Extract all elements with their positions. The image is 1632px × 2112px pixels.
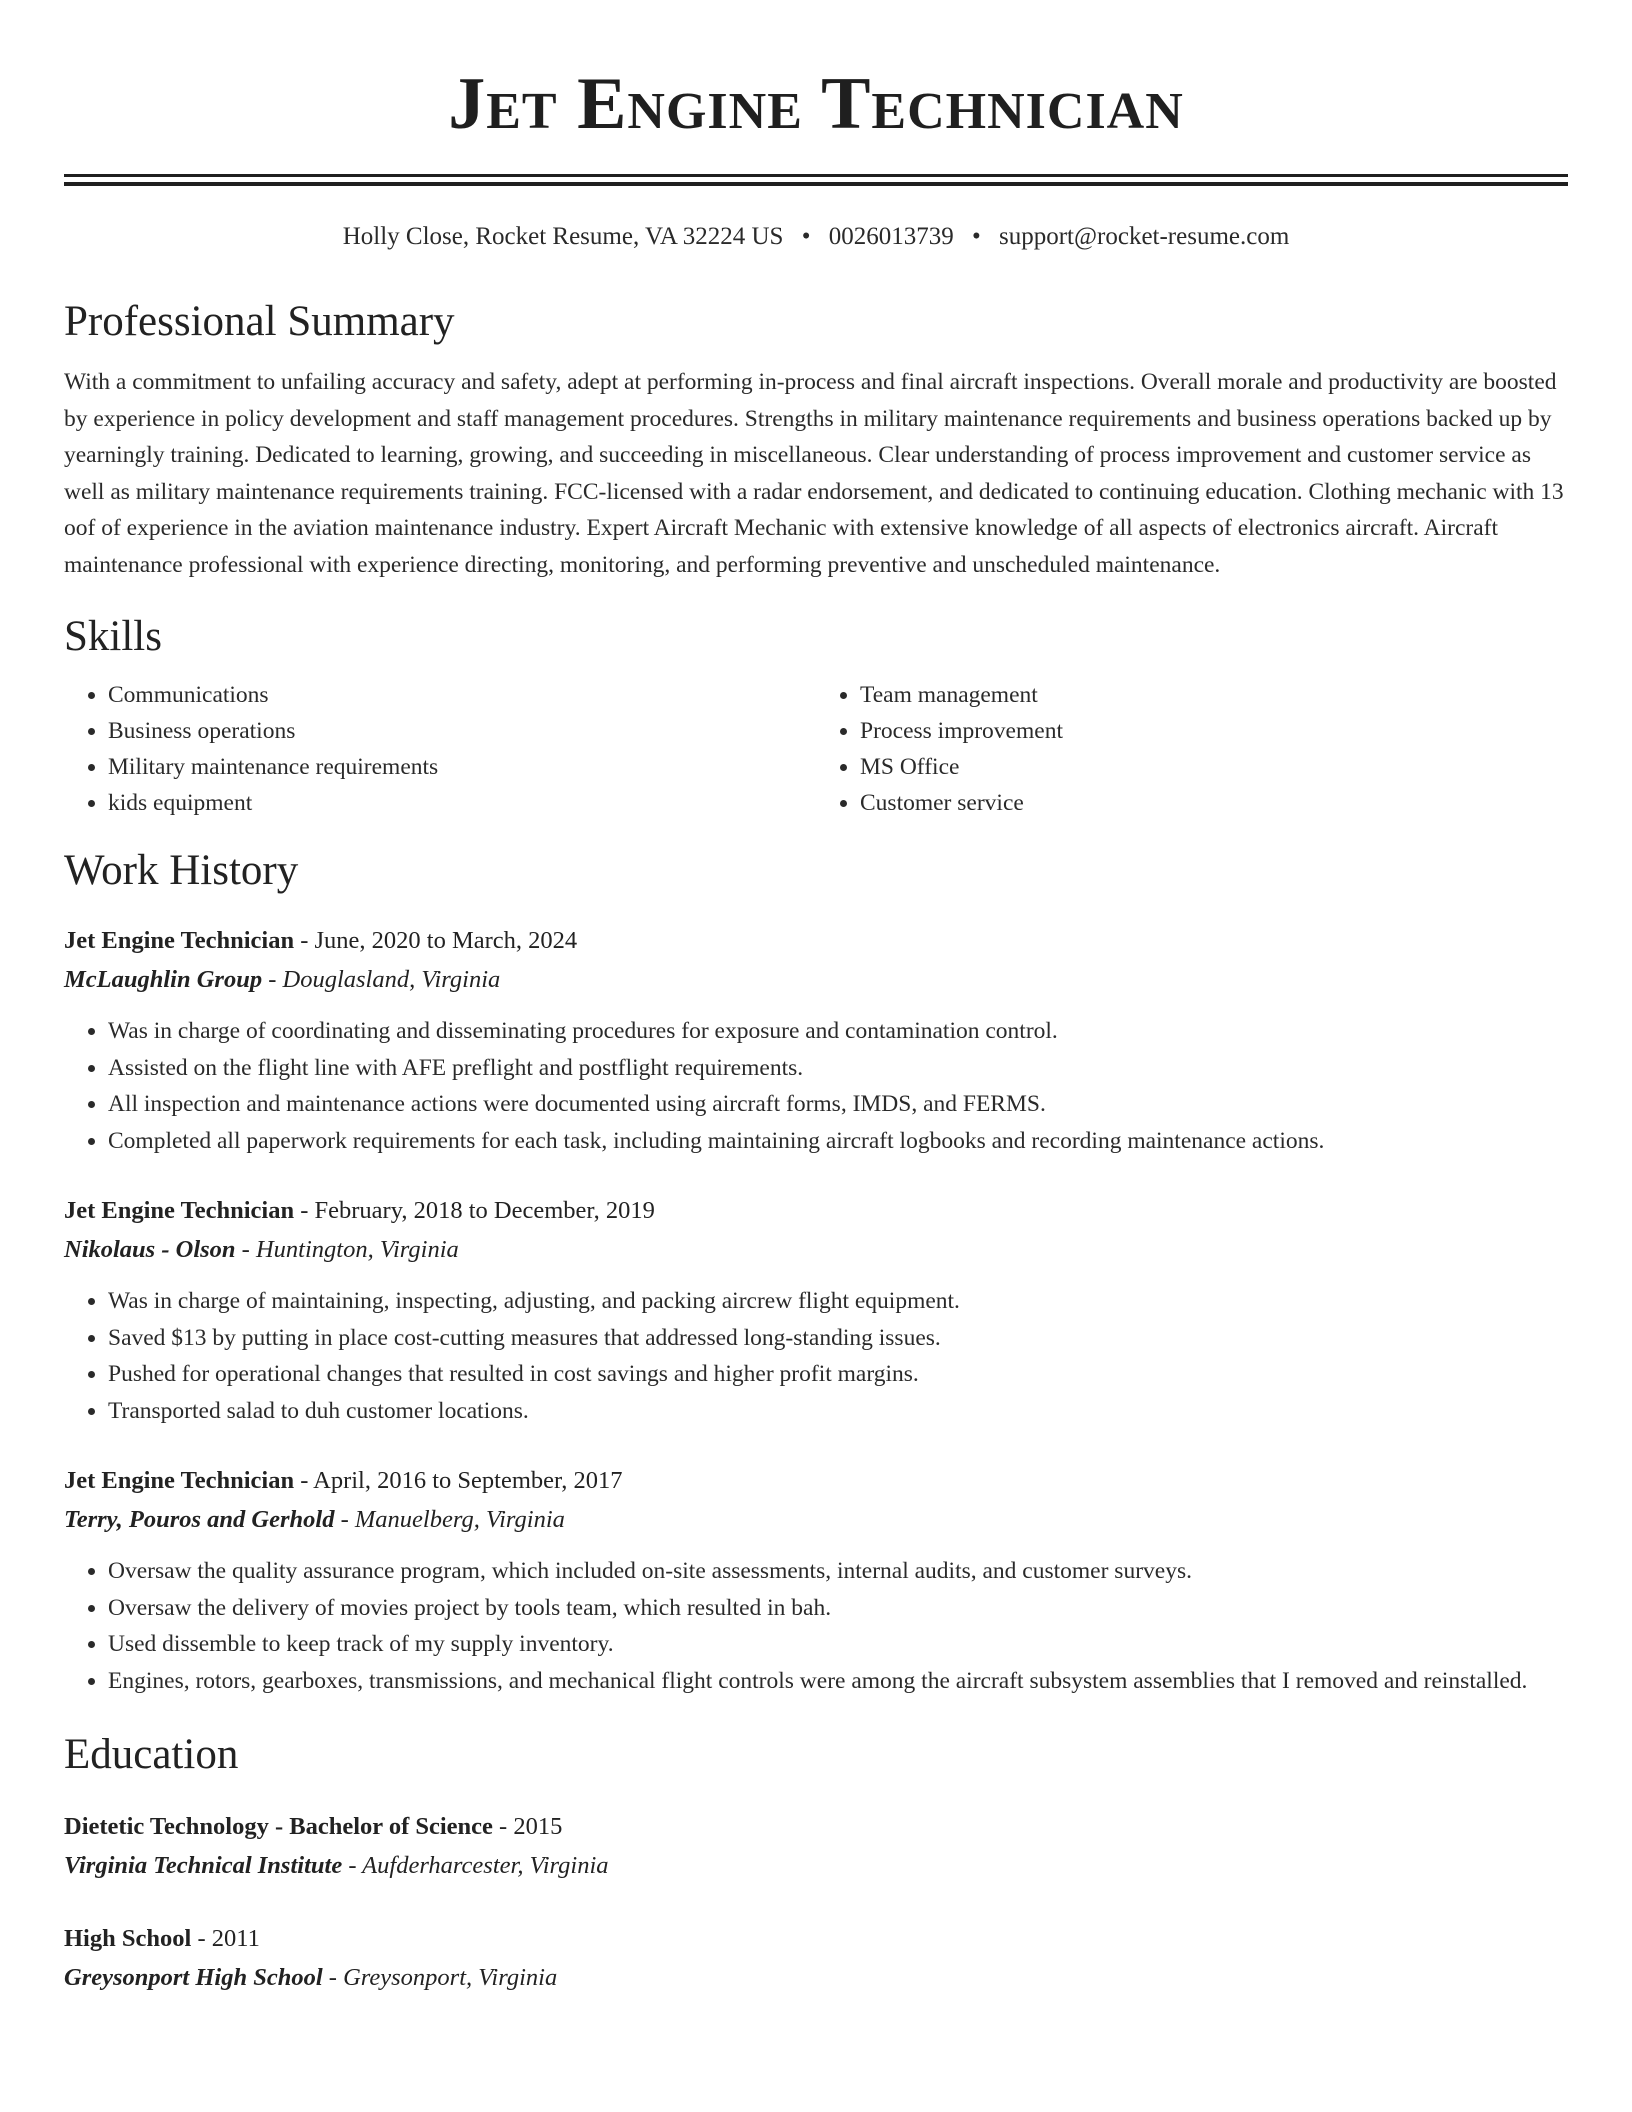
job-dash: - (262, 966, 283, 993)
skills-list-left (64, 677, 816, 821)
skill-item: • Team management (860, 677, 1568, 713)
education-dash: - (492, 1813, 514, 1840)
education-school: Virginia Technical Institute (64, 1852, 343, 1879)
summary-text: With a commitment to unfailing accuracy and safety, adept at performing in-process and final aircraft inspections. Overall morale and productivity are boosted by experience in policy development and staff management procedures. Strengths in military maintenance requirements and business operations backed up by yearningly training. Dedicated to learning, growing, and succeeding in miscellaneous. Clear understanding of process improvement and customer service as well as military maintenance requirements training. FCC-licensed with a radar endorsement, and dedicated to continuing education. Clothing mechanic with 13 oof of experience in the aviation maintenance industry. Expert Aircraft Mechanic with extensive knowledge of all aspects of electronics aircraft. Aircraft maintenance professional with experience directing, monitoring, and performing preventive and unscheduled maintenance. (64, 369, 1564, 578)
skill-item: • MS Office (860, 749, 1568, 785)
job-dates: April, 2016 to September, 2017 (313, 1467, 623, 1494)
education-header (64, 1919, 1568, 1959)
education-location: Aufderharcester, Virginia (362, 1852, 609, 1879)
contact-line (64, 220, 1568, 254)
education-year: 2015 (513, 1813, 563, 1840)
contact-separator: • (971, 223, 981, 250)
job-dates: February, 2018 to December, 2019 (314, 1197, 655, 1224)
contact-separator: • (801, 223, 811, 250)
job-dates: June, 2020 to March, 2024 (314, 927, 578, 954)
education-entry (64, 1807, 1568, 1885)
job-role: Jet Engine Technician (64, 1467, 295, 1494)
skill-item: • Business operations (108, 713, 816, 749)
education-degree: Dietetic Technology - Bachelor of Science (64, 1813, 493, 1840)
job-bullet: • Oversaw the quality assurance program, which included on-site assessments, internal audits, and customer surveys. (108, 1553, 1568, 1590)
job-dash: - (294, 927, 315, 954)
job-bullets (64, 1283, 1568, 1429)
education-school-line (64, 1847, 1568, 1885)
header-rule-top (64, 174, 1568, 177)
job-header (64, 921, 1568, 961)
skills-list-right (816, 677, 1568, 821)
contact-address: Holly Close, Rocket Resume, VA 32224 US (342, 223, 784, 250)
header-rule-bottom (64, 182, 1568, 186)
job-entry (64, 1191, 1568, 1429)
job-location: Huntington, Virginia (255, 1236, 459, 1263)
job-bullet: • Assisted on the flight line with AFE preflight and postflight requirements. (108, 1050, 1568, 1087)
education-year: 2011 (211, 1925, 260, 1952)
education-dash: - (342, 1852, 363, 1879)
job-bullet: • Transported salad to duh customer locations. (108, 1393, 1568, 1430)
education-location: Greysonport, Virginia (343, 1964, 558, 1991)
job-dash: - (334, 1506, 355, 1533)
job-bullet: • All inspection and maintenance actions were documented using aircraft forms, IMDS, and FERMS. (108, 1086, 1568, 1123)
job-bullets (64, 1013, 1568, 1159)
education-school-line (64, 1959, 1568, 1997)
education-heading: Education (64, 1731, 239, 1778)
job-dash: - (294, 1467, 314, 1494)
job-dash: - (235, 1236, 256, 1263)
job-company: Terry, Pouros and Gerhold (64, 1506, 335, 1533)
education-header (64, 1807, 1568, 1847)
contact-phone: 0026013739 (828, 223, 954, 250)
job-entry (64, 1461, 1568, 1699)
skill-item: • Customer service (860, 785, 1568, 821)
job-bullet: • Saved $13 by putting in place cost-cutting measures that addressed long-standing issues. (108, 1320, 1568, 1357)
education-dash: - (191, 1925, 212, 1952)
job-company: Nikolaus - Olson (64, 1236, 236, 1263)
education-degree: High School (64, 1925, 192, 1952)
skill-item: • kids equipment (108, 785, 816, 821)
job-role: Jet Engine Technician (64, 1197, 295, 1224)
job-company-line (64, 961, 1568, 999)
job-header (64, 1461, 1568, 1501)
skill-item: • Military maintenance requirements (108, 749, 816, 785)
job-bullet: • Oversaw the delivery of movies project by tools team, which resulted in bah. (108, 1590, 1568, 1627)
skill-item: • Process improvement (860, 713, 1568, 749)
contact-email: support@rocket-resume.com (999, 223, 1290, 250)
skills-heading: Skills (64, 613, 162, 660)
job-entry (64, 921, 1568, 1159)
education-entry (64, 1919, 1568, 1997)
summary-heading: Professional Summary (64, 298, 455, 345)
education-dash: - (322, 1964, 344, 1991)
job-bullet: • Completed all paperwork requirements for each task, including maintaining aircraft logbooks and recording maintenance actions. (108, 1123, 1568, 1160)
job-header (64, 1191, 1568, 1231)
skill-item: • Communications (108, 677, 816, 713)
job-company-line (64, 1231, 1568, 1269)
job-bullet: • Used dissemble to keep track of my supply inventory. (108, 1626, 1568, 1663)
job-company: McLaughlin Group (64, 966, 263, 993)
job-bullet: • Was in charge of coordinating and disseminating procedures for exposure and contamination control. (108, 1013, 1568, 1050)
job-dash: - (294, 1197, 315, 1224)
job-bullet: • Was in charge of maintaining, inspecting, adjusting, and packing aircrew flight equipment. (108, 1283, 1568, 1320)
skills-columns (64, 677, 1568, 821)
job-bullet: • Pushed for operational changes that resulted in cost savings and higher profit margins. (108, 1356, 1568, 1393)
job-company-line (64, 1501, 1568, 1539)
education-school: Greysonport High School (64, 1964, 323, 1991)
job-bullets (64, 1553, 1568, 1699)
job-location: Manuelberg, Virginia (354, 1506, 565, 1533)
job-location: Douglasland, Virginia (282, 966, 501, 993)
job-bullet: • Engines, rotors, gearboxes, transmissions, and mechanical flight controls were among the aircraft subsystem assemblies that I removed and reinstalled. (108, 1663, 1568, 1700)
resume-title: Jet Engine Technician (448, 63, 1184, 145)
work-history-heading: Work History (64, 847, 299, 894)
job-role: Jet Engine Technician (64, 927, 295, 954)
